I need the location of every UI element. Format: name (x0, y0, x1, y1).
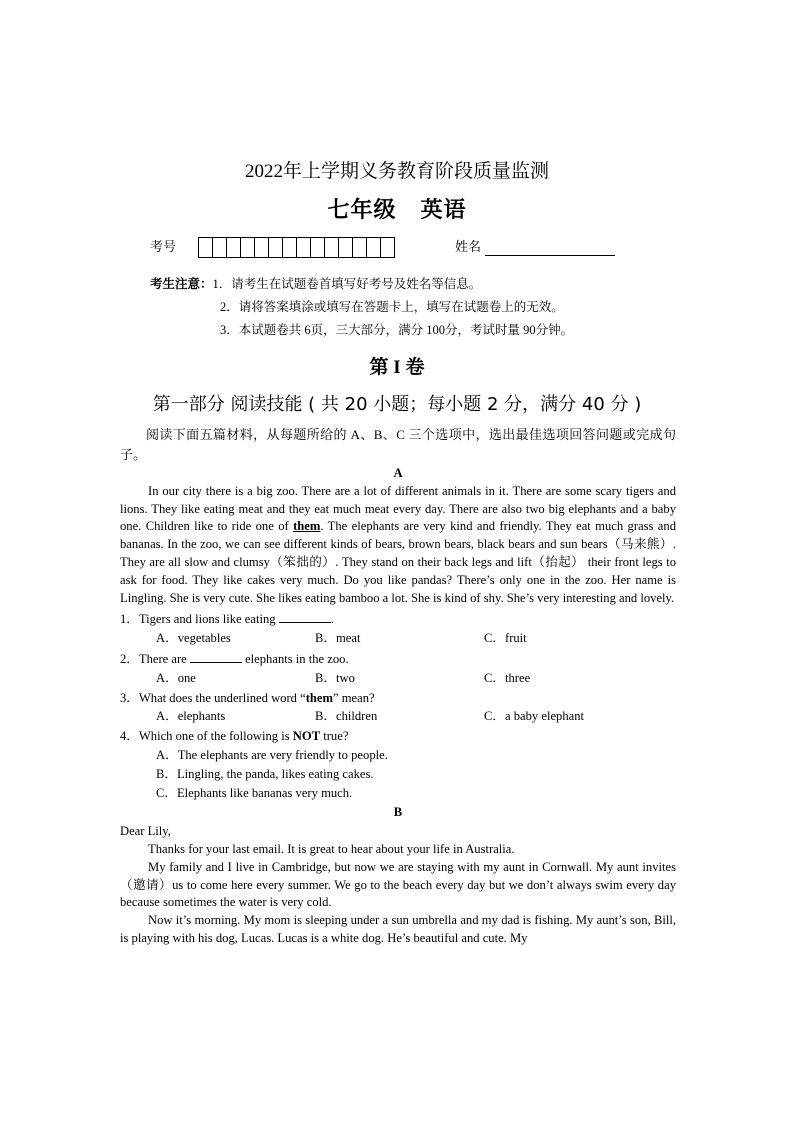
question-2: 2．There are elephants in the zoo. A．one B．two C．three (120, 650, 676, 688)
passage-a-heading: A (393, 466, 403, 480)
exam-title: 2022年上学期义务教育阶段质量监测 (244, 161, 549, 182)
letter-paragraph-1: Thanks for your last email. It is great to hear about your life in Australia. (148, 841, 515, 856)
q3-option-c[interactable]: C．a baby elephant (484, 709, 585, 724)
exam-subtitle (0, 193, 794, 224)
name-field[interactable] (485, 255, 615, 256)
section-instructions: 阅读下面五篇材料，从每题所给的 A、B、C 三个选项中，选出最佳选项回答问题或完成句子。 (120, 427, 676, 462)
q4-option-a[interactable]: A．The elephants are very friendly to people. (156, 747, 388, 762)
passage-a-section (120, 465, 676, 948)
candidate-notes (150, 272, 573, 342)
part-one-heading: 第一部分 阅读技能 ( 共 20 小题；每小题 2 分，满分 40 分 ) (152, 394, 642, 415)
q1-option-a[interactable]: A．vegetables (156, 631, 231, 646)
passage-b-heading: B (393, 805, 403, 820)
q4-option-b[interactable]: B．Lingling, the panda, likes eating cakes. (156, 766, 374, 781)
grade-label: 七年级 (327, 198, 397, 223)
q4-option-c[interactable]: C．Elephants like bananas very much. (156, 785, 353, 800)
name-label: 姓名 (455, 240, 482, 255)
question-4: 4．Which one of the following is NOT true? A．The elephants are very friendly to people. B．Lingling, the panda, likes eating cakes. C．Elephants like bananas very much. (120, 728, 676, 802)
letter-paragraph-2: My family and I live in Cambridge, but now we are staying with my aunt in Cornwall. My aunt invites（邀请）us to come here every summer. We go to the beach every day but we don’t always swim every day because sometimes the water is very cold. (120, 859, 676, 910)
letter-salutation: Dear Lily, (120, 824, 171, 839)
q2-option-a[interactable]: A．one (156, 670, 196, 685)
question-3: 3．What does the underlined word “them” mean? A．elephants B．children C．a baby elephant (120, 690, 676, 727)
letter-paragraph-3: Now it’s morning. My mom is sleeping under a sun umbrella and my dad is fishing. My aunt’s son, Bill, is playing with his dog, Lucas. Lucas is a white dog. He’s beautiful and cute. My (120, 913, 676, 945)
subject-label: 英语 (420, 198, 467, 223)
q3-option-a[interactable]: A．elephants (156, 709, 226, 724)
question-1: 1．Tigers and lions like eating . A．vegetables B．meat C．fruit (120, 610, 676, 648)
note-item-2: 2．请将答案填涂或填写在答题卡上，填写在试题卷上的无效。 (220, 300, 564, 314)
underlined-word-them: them (293, 519, 321, 534)
q2-option-c[interactable]: C．three (484, 670, 531, 685)
volume-heading: 第 I 卷 (369, 357, 425, 378)
q1-option-b[interactable]: B．meat (315, 631, 361, 646)
notes-lead: 考生注意： (150, 276, 213, 291)
note-item-3: 3．本试题卷共 6页，三大部分，满分 100分，考试时量 90分钟。 (220, 323, 574, 337)
q3-option-b[interactable]: B．children (315, 709, 378, 724)
q1-option-c[interactable]: C．fruit (484, 631, 527, 646)
q2-option-b[interactable]: B．two (315, 670, 355, 685)
passage-b-text (120, 823, 676, 948)
exam-id-boxes[interactable] (198, 237, 395, 258)
note-item-1: 1．请考生在试题卷首填写好考号及姓名等信息。 (212, 277, 482, 291)
exam-id-label: 考号 (150, 240, 177, 255)
passage-a-text: In our city there is a big zoo. There are a lot of different animals in it. There are some scary tigers and lions. They like eating meat and they eat much meat every day. There are also two big elephants and a baby one. Children like to ride one of them. The elephants are very kind and friendly. They eat much grass and bananas. In the zoo, we can see different kinds of bears, brown bears, black bears and sun bears（马来熊）. They are all slow and clumsy（笨拙的）. They stand on their back legs and lift（抬起） their front legs to ask for food. They like cakes very much. Do you like pandas? There’s only one in the zoo. Her name is Lingling. She is very cute. She likes eating bamboo a lot. She is kind of shy. She’s very interesting and lovely. (120, 483, 676, 605)
